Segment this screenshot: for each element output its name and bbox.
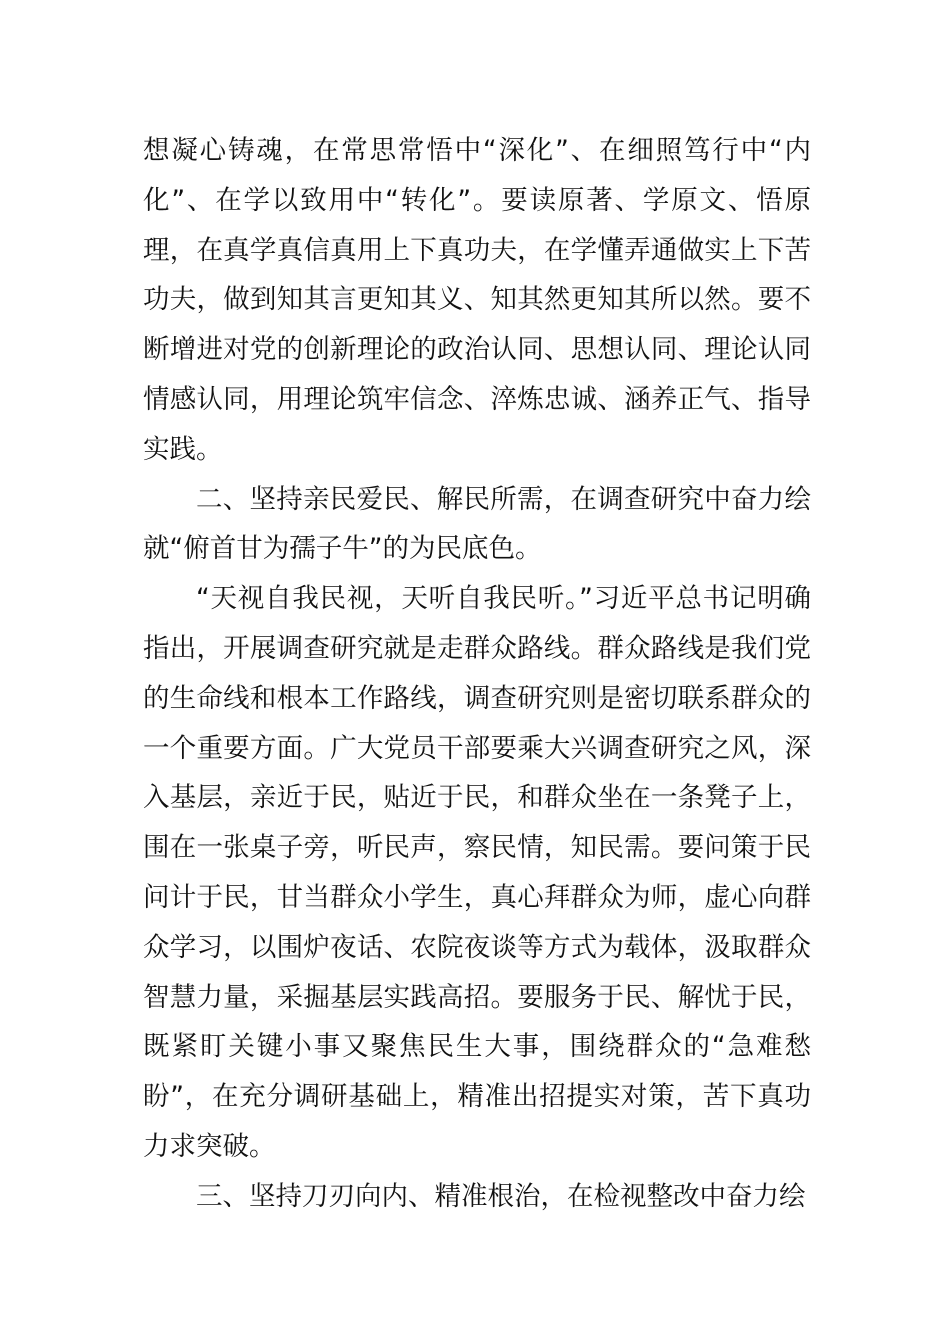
document-page bbox=[143, 126, 811, 1222]
paragraph-mass-line: “天视自我民视，天听自我民听。”习近平总书记明确指出，开展调查研究就是走群众路线。群众路线是我们党的生命线和根本工作路线，调查研究则是密切联系群众的一个重要方面。广大党员干部要乘大兴调查研究之风，深入基层，亲近于民，贴近于民，和群众坐在一条凳子上，围在一张桌子旁，听民声，察民情，知民需。要问策于民问计于民，甘当群众小学生，真心拜群众为师，虚心向群众学习，以围炉夜话、农院夜谈等方式为载体，汲取群众智慧力量，采掘基层实践高招。要服务于民、解忧于民，既紧盯关键小事又聚焦民生大事，围绕群众的“急难愁盼”，在充分调研基础上，精准出招提实对策，苦下真功力求突破。 bbox=[143, 583, 811, 1162]
paragraph-theory: 想凝心铸魂，在常思常悟中“深化”、在细照笃行中“内化”、在学以致用中“转化”。要读原著、学原文、悟原理，在真学真信真用上下真功夫，在学懂弄通做实上下苦功夫，做到知其言更知其义、知其然更知其所以然。要不断增进对党的创新理论的政治认同、思想认同、理论认同情感认同，用理论筑牢信念、淬炼忠诚、涵养正气、指导实践。 bbox=[143, 135, 811, 465]
heading-section-three: 三、坚持刀刃向内、精准根治，在检视整改中奋力绘 bbox=[196, 1180, 806, 1212]
heading-section-two: 二、坚持亲民爱民、解民所需，在调查研究中奋力绘就“俯首甘为孺子牛”的为民底色。 bbox=[143, 483, 811, 565]
